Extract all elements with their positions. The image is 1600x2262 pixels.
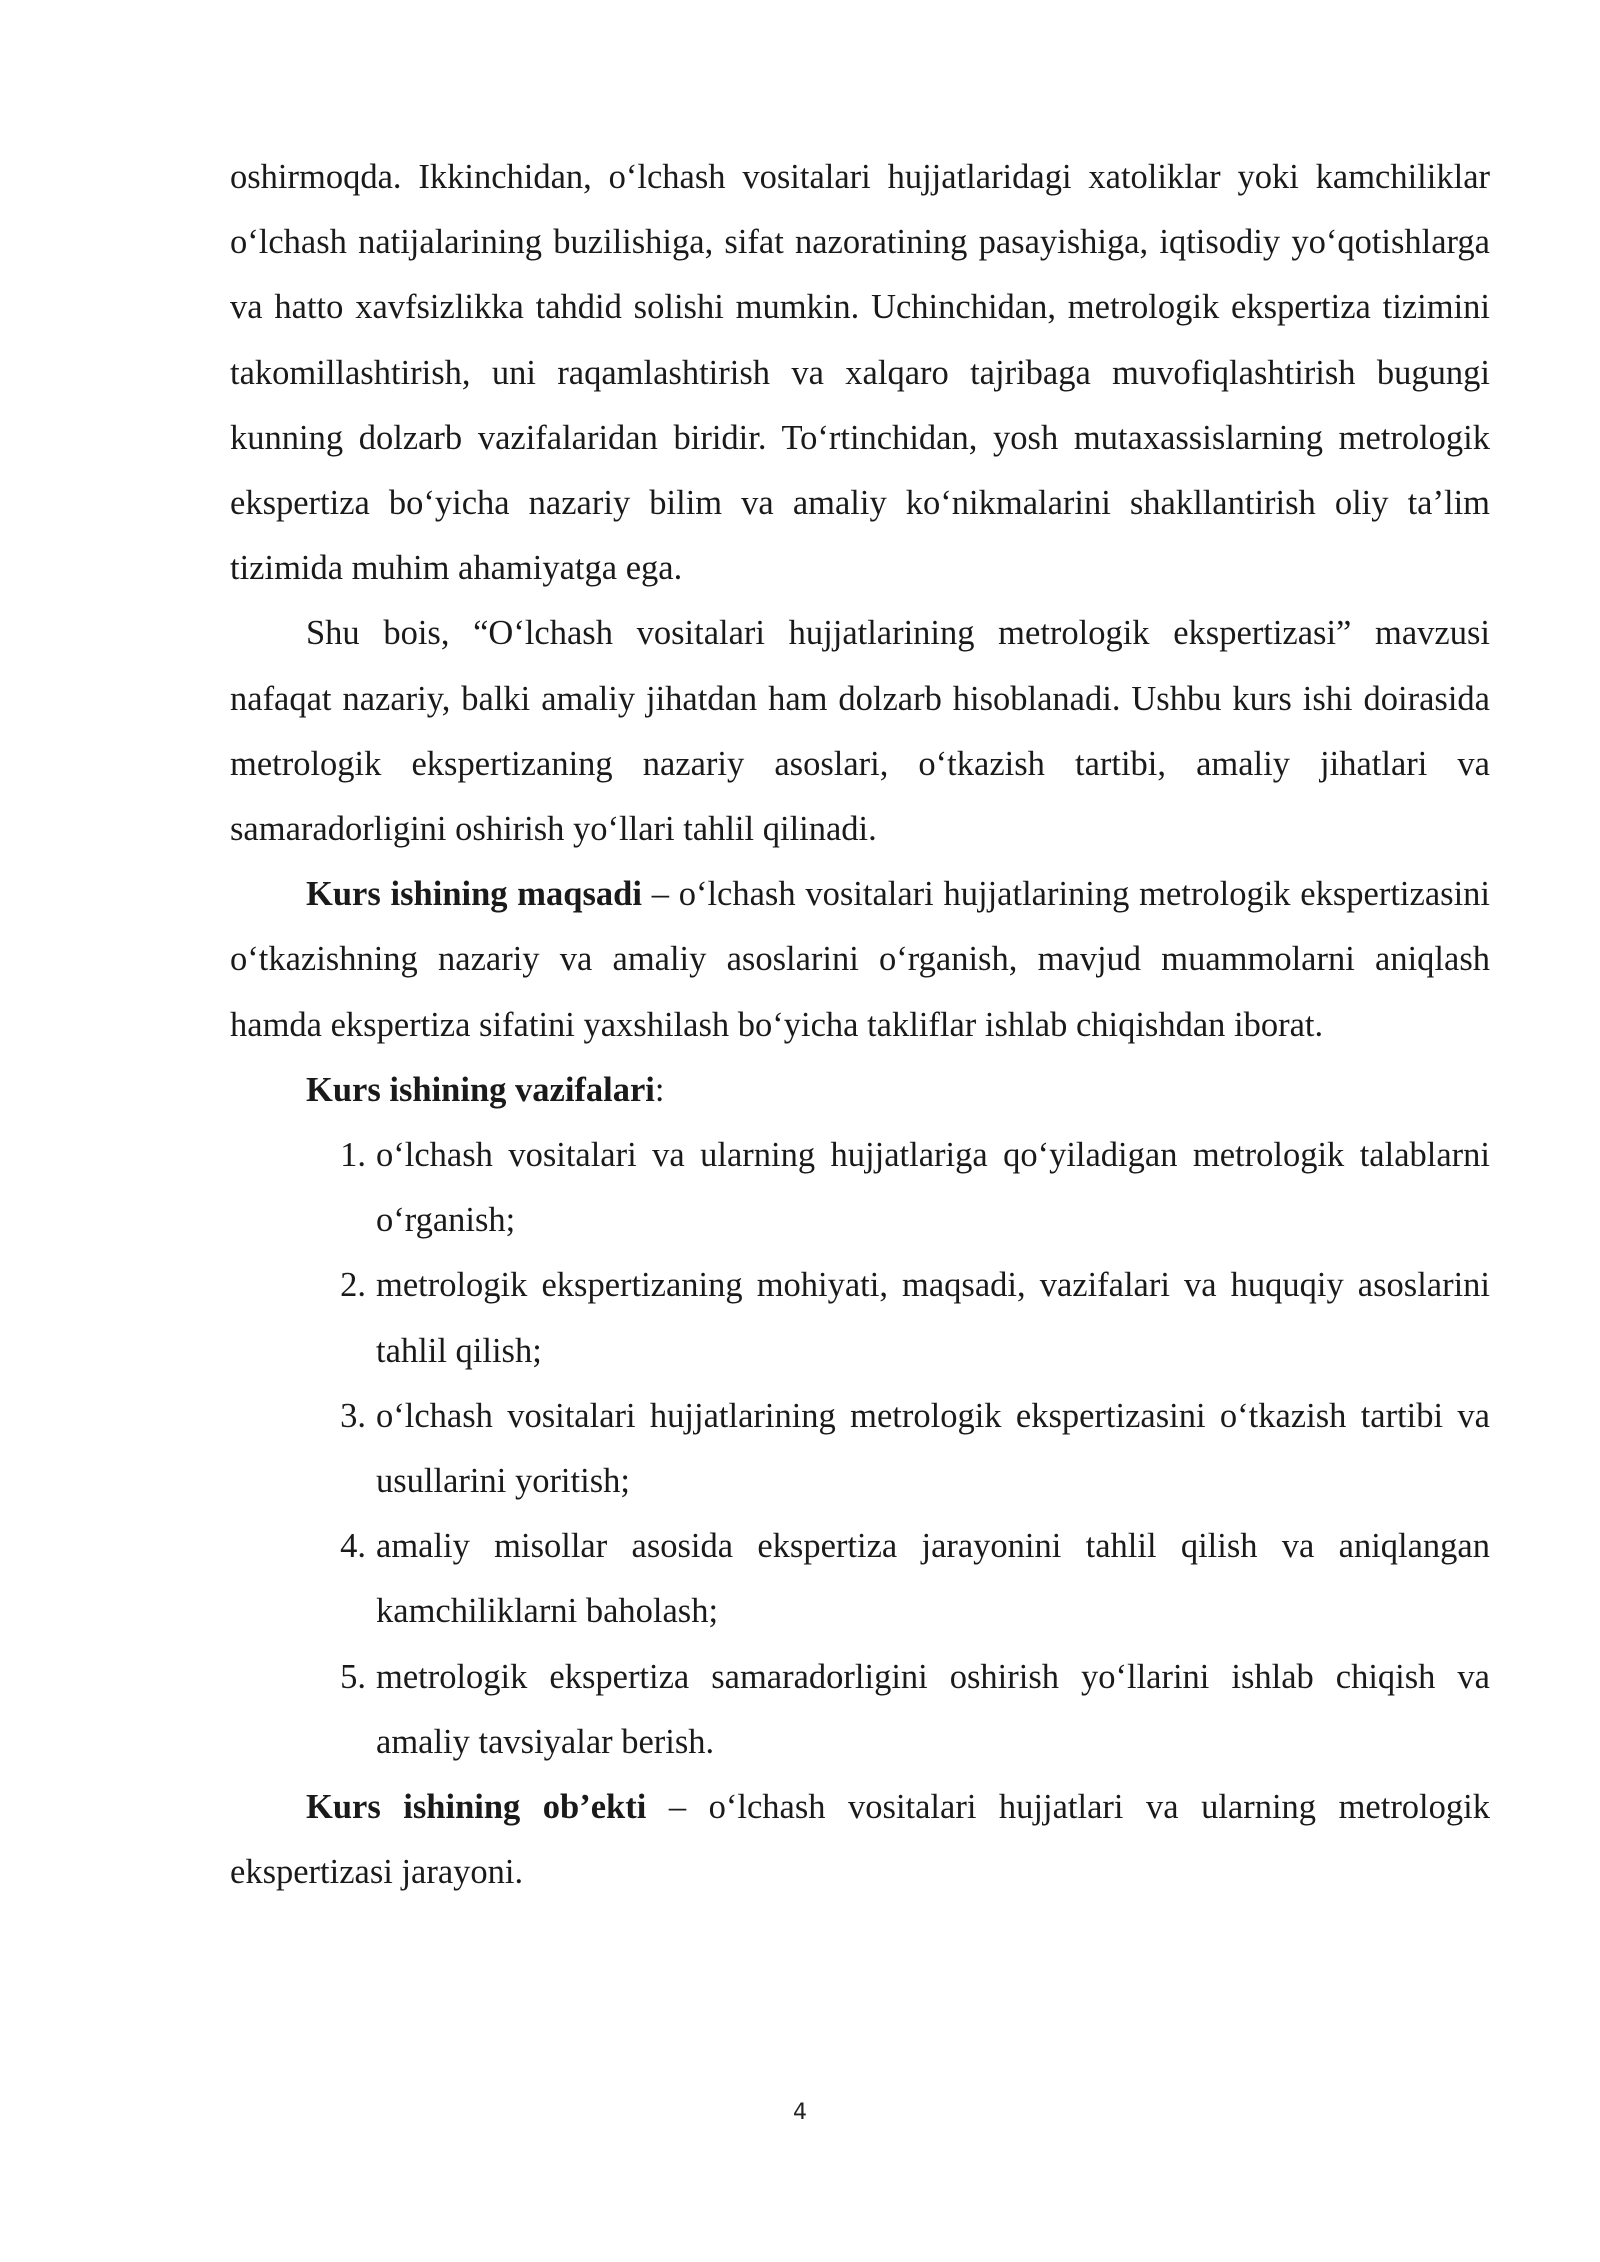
list-item (230, 1384, 1490, 1514)
page-number: 4 (793, 2100, 807, 2125)
list-item-number: 3. (340, 1396, 366, 1435)
list-item-text: metrologik ekspertiza samaradorligini oshirish yo‘llarini ishlab chiqish va amaliy tavsiyalar berish. (376, 1657, 1490, 1761)
paragraph-goal (230, 862, 1490, 1058)
tasks-label-suffix: : (654, 1070, 665, 1109)
list-item-number: 4. (340, 1527, 366, 1566)
goal-label: Kurs ishining maqsadi (306, 875, 642, 914)
list-item (230, 1253, 1490, 1383)
list-item-text: amaliy misollar asosida ekspertiza jarayonini tahlil qilish va aniqlangan kamchiliklarni baholash; (376, 1527, 1490, 1631)
tasks-label: Kurs ishining vazifalari (306, 1070, 655, 1109)
list-item (230, 1123, 1490, 1253)
list-item-number: 1. (340, 1136, 366, 1175)
paragraph-intro-continuation: oshirmoqda. Ikkinchidan, o‘lchash vositalari hujjatlaridagi xatoliklar yoki kamchiliklar o‘lchash natijalarining buzilishiga, sifat nazoratining pasayishiga, iqtisodiy yo‘qotishlarga va hatto xavfsizlikka tahdid solishi mumkin. Uchinchidan, metrologik ekspertiza tizimini takomillashtirish, uni raqamlashtirish va xalqaro tajribaga muvofiqlashtirish bugungi kunning dolzarb vazifalaridan biridir. To‘rtinchidan, yosh mutaxassislarning metrologik ekspertiza bo‘yicha nazariy bilim va amaliy ko‘nikmalarini shakllantirish oliy ta’lim tizimida muhim ahamiyatga ega. (230, 158, 1490, 588)
list-item (230, 1645, 1490, 1775)
paragraph-relevance: Shu bois, “O‘lchash vositalari hujjatlarining metrologik ekspertizasi” mavzusi nafaqat nazariy, balki amaliy jihatdan ham dolzarb hisoblanadi. Ushbu kurs ishi doirasida metrologik ekspertizaning nazariy asoslari, o‘tkazish tartibi, amaliy jihatlari va samaradorligini oshirish yo‘llari tahlil qilinadi. (230, 614, 1490, 849)
tasks-heading (230, 1058, 1490, 1123)
list-item-number: 2. (340, 1266, 366, 1305)
document-page (230, 145, 1490, 1905)
list-item-text: metrologik ekspertizaning mohiyati, maqsadi, vazifalari va huquqiy asoslarini tahlil qilish; (376, 1266, 1490, 1370)
paragraph-object (230, 1775, 1490, 1905)
list-item (230, 1514, 1490, 1644)
tasks-list (230, 1123, 1490, 1775)
list-item-text: o‘lchash vositalari va ularning hujjatlariga qo‘yiladigan metrologik talablarni o‘rganish; (376, 1136, 1490, 1240)
list-item-text: o‘lchash vositalari hujjatlarining metrologik ekspertizasini o‘tkazish tartibi va usullarini yoritish; (376, 1396, 1490, 1501)
object-text: – o‘lchash vositalari hujjatlari va ularning metrologik ekspertizasi jarayoni. (230, 1788, 1490, 1892)
object-label: Kurs ishining ob’ekti (306, 1788, 647, 1827)
goal-text: – o‘lchash vositalari hujjatlarining metrologik ekspertizasini o‘tkazishning nazariy va amaliy asoslarini o‘rganish, mavjud muammolarni aniqlash hamda ekspertiza sifatini yaxshilash bo‘yicha takliflar ishlab chiqishdan iborat. (230, 875, 1490, 1044)
list-item-number: 5. (340, 1657, 366, 1696)
